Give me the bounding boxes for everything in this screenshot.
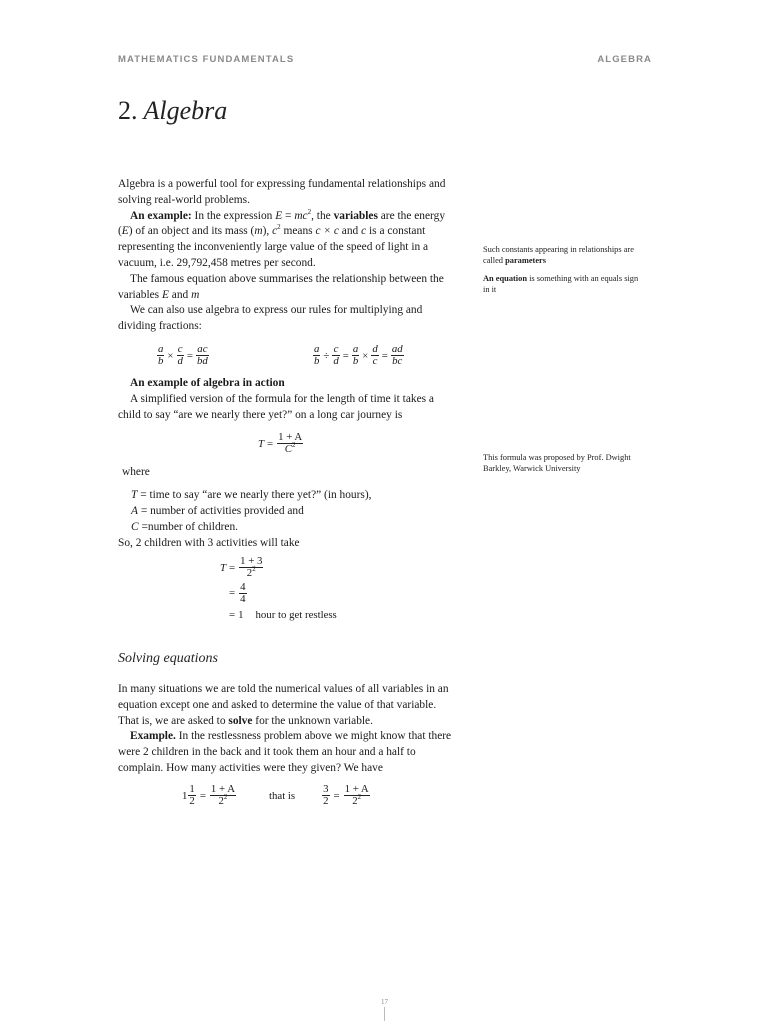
paragraph-fractions: We can also use algebra to express our rules for multiplying and dividing fractions: xyxy=(118,304,423,333)
result-value: 1 xyxy=(238,609,244,622)
denominator: b xyxy=(352,355,359,368)
page-number: 17 xyxy=(381,998,388,1006)
denominator: b xyxy=(158,355,164,368)
text-fragment: In the expression xyxy=(191,209,276,222)
equals: = xyxy=(186,349,193,362)
fraction xyxy=(391,344,404,368)
body-block-1 xyxy=(118,177,458,335)
text-fragment: is something with an equals sign in it xyxy=(483,274,639,294)
var-E: E xyxy=(161,288,169,301)
numerator: ac xyxy=(197,343,208,355)
text-fragment: In the restlessness problem above we might know that there were 2 children in the back and it took them an hour and a half to complain. How many activities were they given? We have xyxy=(118,730,452,774)
var-mc: mc xyxy=(294,209,308,222)
definition-item xyxy=(131,504,451,520)
chapter-number: 2. xyxy=(118,96,138,125)
text-fragment: , the xyxy=(311,209,334,222)
fraction xyxy=(177,344,184,368)
denominator xyxy=(277,441,303,456)
var-C: C xyxy=(284,443,292,456)
example-heading xyxy=(118,376,458,392)
denominator: d xyxy=(333,355,339,368)
equals: = xyxy=(199,789,206,802)
page-number-rule xyxy=(384,1007,385,1021)
denominator-base: 2 xyxy=(218,795,224,808)
fraction xyxy=(344,784,370,808)
numerator-text: 1 + A xyxy=(278,431,303,443)
fraction xyxy=(157,344,164,368)
sidenote-parameters xyxy=(483,244,643,302)
equals: = xyxy=(229,587,236,600)
formula-main xyxy=(258,432,304,456)
example-heading-text: An example of algebra in action xyxy=(130,377,285,389)
definition-item xyxy=(131,520,451,536)
solve-equation xyxy=(182,784,371,808)
denominator xyxy=(239,565,263,580)
equals: = xyxy=(229,561,236,574)
text-fragment: are the energy ( xyxy=(118,209,446,238)
numerator: 1 xyxy=(189,783,195,795)
numerator: ad xyxy=(391,343,403,355)
paragraph-solving xyxy=(118,682,458,729)
operator: × xyxy=(167,349,174,362)
definition-text: = time to say “are we nearly there yet?” (in hours), xyxy=(137,489,372,501)
fraction xyxy=(332,344,339,368)
fraction xyxy=(239,556,263,580)
superscript: 2 xyxy=(252,565,256,574)
calculation xyxy=(220,556,337,621)
denominator-base: 2 xyxy=(246,567,253,580)
fraction xyxy=(277,432,303,456)
equals: = xyxy=(267,437,274,450)
numerator-text: 1 + 3 xyxy=(240,555,263,567)
paragraph-so: So, 2 children with 3 activities will take xyxy=(118,537,300,549)
var-T: T xyxy=(258,437,265,450)
denominator: b xyxy=(314,355,320,368)
fraction xyxy=(371,344,378,368)
text-fragment: The famous equation above summarises the relationship between the variables xyxy=(118,272,444,301)
text-fragment: ), xyxy=(262,225,273,238)
denominator: bc xyxy=(392,355,403,368)
definition-text: = number of activities provided and xyxy=(137,504,304,517)
equals: = xyxy=(381,349,388,362)
example-lead: An example: xyxy=(130,209,192,222)
sidenote-text xyxy=(483,244,643,266)
var-E: E xyxy=(275,209,283,222)
var-C: C xyxy=(131,520,139,533)
chapter-title-text: Algebra xyxy=(143,96,228,125)
text-fragment: and xyxy=(338,225,362,238)
paragraph-famous xyxy=(118,272,458,304)
fraction xyxy=(188,784,195,808)
denominator xyxy=(210,793,236,808)
operator: ÷ xyxy=(323,349,330,362)
connector-text: that is xyxy=(269,789,296,802)
equals: = xyxy=(229,609,236,622)
text-fragment: = xyxy=(282,209,295,222)
term-equation: An equation xyxy=(483,274,527,283)
example-lead: Example. xyxy=(130,730,176,743)
multiply-rule xyxy=(156,344,210,368)
term-variables: variables xyxy=(333,209,378,222)
paragraph-intro: Algebra is a powerful tool for expressing fundamental relationships and solving real-world problems. xyxy=(118,178,446,206)
var-m: m xyxy=(191,288,200,301)
whole-number: 1 xyxy=(182,789,188,802)
result-text: hour to get restless xyxy=(255,609,337,622)
numerator: 1 + A xyxy=(344,783,369,795)
numerator: a xyxy=(352,343,359,355)
text-fragment: ) of an object and its mass ( xyxy=(128,225,255,238)
denominator xyxy=(344,793,370,808)
numerator: 1 + A xyxy=(210,783,235,795)
var-c: c xyxy=(361,225,367,238)
numerator: c xyxy=(177,343,183,355)
denominator: 2 xyxy=(189,795,195,808)
paragraph-example xyxy=(118,209,458,272)
var-T: T xyxy=(220,561,227,574)
denominator-base: 2 xyxy=(352,795,358,808)
text-fragment: Such constants appearing in relationships are called xyxy=(483,245,634,265)
where-label: where xyxy=(122,466,150,478)
calc-line-3 xyxy=(229,609,337,621)
section-heading: Solving equations xyxy=(118,651,218,666)
sidenote-text xyxy=(483,273,643,295)
text-fragment: In many situations we are told the numerical values of all variables in an equation except one and asked to determine the value of that variable. That is, we are asked to xyxy=(118,683,449,727)
running-head-right: ALGEBRA xyxy=(597,54,652,65)
chapter-title xyxy=(118,96,227,126)
fraction xyxy=(352,344,359,368)
fraction xyxy=(239,582,246,606)
var-c: c xyxy=(272,225,278,238)
operator: × xyxy=(362,349,369,362)
fraction xyxy=(322,784,329,808)
calc-line-1 xyxy=(220,556,337,580)
var-T: T xyxy=(131,489,138,501)
text-fragment: is a constant representing the inconveniently large value of the speed of light in a vacuum, i.e. 29,792,458 metres per second. xyxy=(118,225,429,269)
equals: = xyxy=(342,349,349,362)
denominator: c xyxy=(372,355,378,368)
sidenote-barkley: This formula was proposed by Prof. Dwight Barkley, Warwick University xyxy=(483,453,631,473)
body-block-3 xyxy=(118,682,458,777)
fraction xyxy=(196,344,209,368)
superscript: 2 xyxy=(277,223,281,232)
numerator: a xyxy=(314,343,320,355)
text-fragment: means xyxy=(280,225,316,238)
var-m: m xyxy=(254,225,263,238)
denominator: d xyxy=(177,355,183,368)
fraction xyxy=(210,784,236,808)
denominator: 4 xyxy=(240,592,246,605)
numerator: 3 xyxy=(323,783,329,795)
running-head-left: MATHEMATICS FUNDAMENTALS xyxy=(118,54,295,65)
equals: = xyxy=(333,789,340,802)
term-solve: solve xyxy=(228,714,253,727)
var-cxc: c × c xyxy=(315,225,339,238)
text-fragment: and xyxy=(168,288,192,301)
paragraph-solve-example xyxy=(118,729,458,776)
divide-rule xyxy=(312,344,405,368)
var-A: A xyxy=(131,504,138,517)
superscript: 2 xyxy=(223,793,228,802)
text-fragment: for the unknown variable. xyxy=(252,714,373,727)
definitions xyxy=(131,488,451,535)
definition-text: =number of children. xyxy=(138,520,239,533)
numerator: d xyxy=(372,343,378,355)
numerator: a xyxy=(158,343,164,355)
superscript: 2 xyxy=(357,793,362,802)
numerator: 4 xyxy=(240,580,246,593)
paragraph-simplified: A simplified version of the formula for the length of time it takes a child to say “are we nearly there yet?” on a long car journey is xyxy=(118,392,434,421)
fraction xyxy=(313,344,320,368)
calc-line-2 xyxy=(229,582,337,606)
body-block-2 xyxy=(118,376,458,423)
var-E: E xyxy=(121,225,129,238)
numerator: c xyxy=(333,343,339,355)
superscript: 2 xyxy=(292,441,296,450)
superscript: 2 xyxy=(307,207,312,216)
denominator: bd xyxy=(197,355,208,368)
denominator: 2 xyxy=(323,795,329,808)
definition-item xyxy=(131,488,451,504)
term-parameters: parameters xyxy=(505,256,547,265)
